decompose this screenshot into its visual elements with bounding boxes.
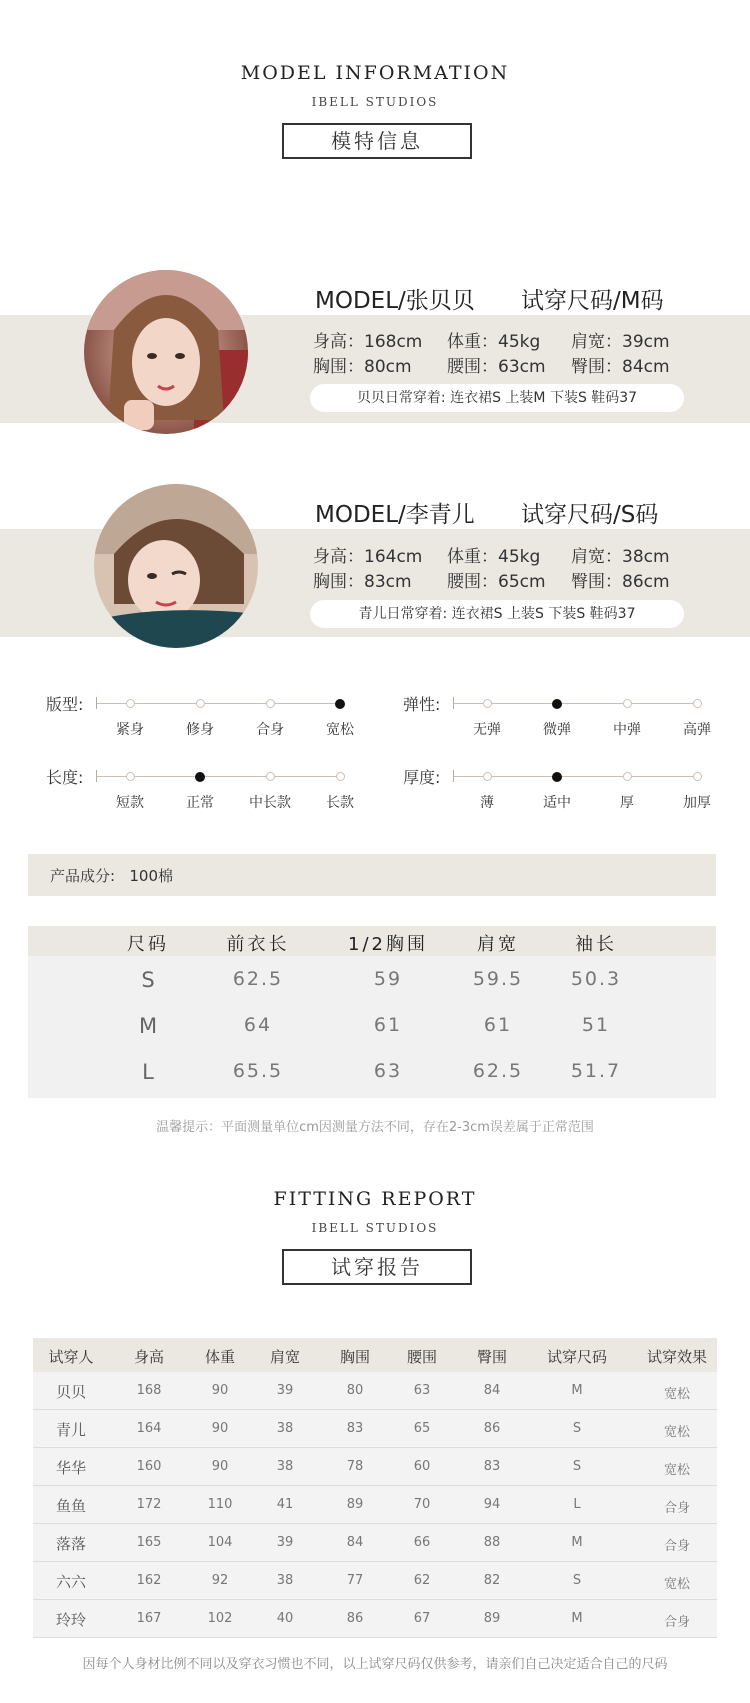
fitting-table-cell: 90 (211, 1383, 229, 1398)
fitting-table-cell: 63 (413, 1383, 431, 1398)
fitting-table-row (33, 1486, 717, 1524)
length-option-dot (266, 772, 275, 781)
size-row-l-shoulder: 62.5 (472, 1060, 524, 1082)
fitting-header-cell: 臀围 (476, 1348, 507, 1366)
fitting-header-cell: 试穿人 (48, 1348, 94, 1366)
thickness-option-label: 薄 (480, 795, 494, 811)
fitting-header-cell: 肩宽 (269, 1348, 300, 1366)
fit-type-option-label: 紧身 (116, 722, 144, 738)
fitting-table-row (33, 1448, 717, 1486)
fitting-table-cell: 60 (413, 1459, 431, 1474)
size-row-m-bust: 61 (373, 1014, 403, 1036)
model-2-size: 试穿尺码/S码 (521, 502, 659, 528)
fitting-table-cell: 六六 (55, 1573, 86, 1591)
fitting-table-cell: S (572, 1459, 582, 1474)
size-table (28, 926, 716, 1098)
fitting-table-cell: 78 (346, 1459, 364, 1474)
fitting-table-cell: 华华 (55, 1459, 86, 1477)
fitting-header-cell: 腰围 (406, 1348, 437, 1366)
fit-type-option-dot (266, 699, 275, 708)
fit-type-option-dot (335, 699, 345, 709)
fitting-section-subtitle: IBELL STUDIOS (311, 1221, 439, 1235)
fitting-table (33, 1338, 717, 1638)
row-divider (33, 1637, 717, 1638)
fitting-table-row (33, 1410, 717, 1448)
thickness-option-label: 适中 (543, 795, 571, 811)
size-header-length: 前衣长 (226, 934, 290, 955)
fitting-table-cell: 110 (207, 1497, 233, 1512)
elasticity-option-label: 微弹 (543, 722, 571, 738)
fitting-header-cell: 胸围 (339, 1348, 370, 1366)
model-2-waist: 腰围：65cm (447, 572, 546, 592)
model-1-height: 身高：168cm (313, 332, 423, 352)
fitting-table-cell: 83 (483, 1459, 501, 1474)
fitting-table-cell: 合身 (663, 1501, 690, 1516)
fitting-table-cell: 165 (136, 1535, 162, 1550)
thickness-option-label: 加厚 (683, 795, 711, 811)
thickness-option-dot (483, 772, 492, 781)
fitting-note: 因每个人身材比例不同以及穿衣习惯也不同，以上试穿尺码仅供参考，请亲们自己决定适合自己的尺码 (82, 1657, 668, 1672)
fitting-table-cell: M (571, 1383, 583, 1398)
length-option-dot (195, 772, 205, 782)
fitting-header-cell: 试穿尺码 (546, 1348, 607, 1366)
model-2-name: MODEL/李青儿 (315, 502, 475, 528)
size-note: 温馨提示：平面测量单位cm因测量方法不同，存在2-3cm误差属于正常范围 (156, 1120, 594, 1135)
fit-type-option-label: 修身 (186, 722, 214, 738)
fitting-table-cell: 84 (483, 1383, 501, 1398)
fitting-table-cell: M (571, 1611, 583, 1626)
fitting-table-cell: 77 (346, 1573, 364, 1588)
fitting-table-cell: 67 (413, 1611, 431, 1626)
size-header-sleeve: 袖长 (575, 934, 617, 955)
fitting-table-row (33, 1562, 717, 1600)
fit-type-label: 版型: (46, 695, 84, 714)
fitting-table-cell: 38 (276, 1421, 294, 1436)
fitting-table-cell: 宽松 (663, 1387, 690, 1402)
fitting-table-cell: 90 (211, 1421, 229, 1436)
elasticity-option-dot (623, 699, 632, 708)
size-row-l-name: L (142, 1060, 154, 1084)
fitting-table-row (33, 1524, 717, 1562)
fitting-header-cell: 试穿效果 (646, 1348, 707, 1366)
fitting-table-cell: 落落 (55, 1535, 86, 1553)
fitting-table-cell: 168 (136, 1383, 162, 1398)
fitting-table-cell: 玲玲 (55, 1611, 86, 1629)
model-section-title: MODEL INFORMATION (240, 62, 510, 84)
fitting-table-cell: 84 (346, 1535, 364, 1550)
size-header-bust: 1/2胸围 (348, 934, 428, 955)
size-row-s-shoulder: 59.5 (472, 968, 524, 990)
composition-text: 产品成分: 100棉 (50, 867, 173, 885)
elasticity-track-start (453, 697, 454, 709)
thickness-option-dot (693, 772, 702, 781)
fitting-table-cell: 162 (136, 1573, 162, 1588)
fitting-section-title: FITTING REPORT (273, 1188, 477, 1210)
fitting-table-cell: S (572, 1573, 582, 1588)
thickness-option-label: 厚 (620, 795, 634, 811)
model-2-height: 身高：164cm (313, 547, 423, 567)
fitting-header-cell: 身高 (133, 1348, 164, 1366)
elasticity-option-label: 高弹 (683, 722, 711, 738)
size-row-s-name: S (141, 968, 155, 992)
model-1-photo (84, 270, 248, 434)
size-row-m-name: M (138, 1014, 158, 1038)
fitting-table-cell: 160 (136, 1459, 162, 1474)
fitting-table-row (33, 1372, 717, 1410)
model-section-label: 模特信息 (282, 123, 472, 159)
model-2-daily-sizes: 青儿日常穿着: 连衣裙S 上装S 下装S 鞋码37 (310, 600, 684, 628)
fitting-table-cell: 89 (346, 1497, 364, 1512)
size-row-m-sleeve: 51 (581, 1014, 611, 1036)
thickness-track-start (453, 770, 454, 782)
length-label: 长度: (46, 768, 84, 787)
fitting-table-cell: 86 (346, 1611, 364, 1626)
fitting-table-cell: 88 (483, 1535, 501, 1550)
fitting-table-cell: 39 (276, 1535, 294, 1550)
model-1-shoulder: 肩宽：39cm (571, 332, 670, 352)
fitting-table-cell: 鱼鱼 (55, 1497, 86, 1515)
fitting-header-cell: 体重 (204, 1348, 235, 1366)
elasticity-option-dot (693, 699, 702, 708)
elasticity-option-dot (483, 699, 492, 708)
model-1-weight: 体重：45kg (447, 332, 541, 352)
fitting-table-cell: 宽松 (663, 1463, 690, 1478)
fit-type-option-dot (126, 699, 135, 708)
fitting-table-cell: 宽松 (663, 1425, 690, 1440)
thickness-label: 厚度: (403, 768, 441, 787)
size-row-l-length: 65.5 (232, 1060, 284, 1082)
size-row-l-bust: 63 (373, 1060, 403, 1082)
length-option-label: 正常 (186, 795, 214, 811)
elasticity-option-label: 中弹 (613, 722, 641, 738)
length-option-label: 中长款 (249, 795, 291, 811)
size-row-s-sleeve: 50.3 (570, 968, 622, 990)
fit-type-option-label: 宽松 (326, 722, 354, 738)
size-header-shoulder: 肩宽 (477, 934, 519, 955)
fitting-table-cell: 70 (413, 1497, 431, 1512)
fitting-table-cell: 39 (276, 1383, 294, 1398)
length-option-label: 长款 (326, 795, 354, 811)
fitting-table-cell: 65 (413, 1421, 431, 1436)
size-row-m-shoulder: 61 (483, 1014, 513, 1036)
model-1-name: MODEL/张贝贝 (315, 288, 475, 314)
fitting-table-cell: S (572, 1421, 582, 1436)
elasticity-label: 弹性: (403, 695, 441, 714)
fitting-table-cell: 164 (136, 1421, 162, 1436)
model-2-bust: 胸围：83cm (313, 572, 412, 592)
fitting-table-cell: 102 (207, 1611, 233, 1626)
length-option-dot (126, 772, 135, 781)
model-2-weight: 体重：45kg (447, 547, 541, 567)
thickness-option-dot (552, 772, 562, 782)
fitting-table-cell: 41 (276, 1497, 294, 1512)
model-2-hip: 臀围：86cm (571, 572, 670, 592)
fit-type-option-dot (196, 699, 205, 708)
size-row-m-length: 64 (243, 1014, 273, 1036)
size-header-size: 尺码 (127, 934, 169, 955)
fitting-table-cell: 贝贝 (55, 1383, 86, 1401)
fitting-table-cell: 38 (276, 1573, 294, 1588)
fitting-table-cell: 89 (483, 1611, 501, 1626)
model-1-waist: 腰围：63cm (447, 357, 546, 377)
fitting-table-cell: 38 (276, 1459, 294, 1474)
fitting-table-cell: L (573, 1497, 581, 1512)
fitting-table-cell: 82 (483, 1573, 501, 1588)
fitting-table-cell: 92 (211, 1573, 229, 1588)
fitting-table-cell: 宽松 (663, 1577, 690, 1592)
fitting-table-cell: 90 (211, 1459, 229, 1474)
model-1-size: 试穿尺码/M码 (521, 288, 664, 314)
fitting-table-cell: M (571, 1535, 583, 1550)
fitting-table-cell: 167 (136, 1611, 162, 1626)
fitting-table-cell: 合身 (663, 1539, 690, 1554)
length-track-start (96, 770, 97, 782)
fitting-table-cell: 66 (413, 1535, 431, 1550)
model-1-daily-sizes: 贝贝日常穿着: 连衣裙S 上装M 下装S 鞋码37 (310, 384, 684, 412)
fitting-table-cell: 172 (136, 1497, 162, 1512)
fit-type-option-label: 合身 (256, 722, 284, 738)
model-1-hip: 臀围：84cm (571, 357, 670, 377)
thickness-option-dot (623, 772, 632, 781)
elasticity-option-label: 无弹 (473, 722, 501, 738)
fitting-table-cell: 86 (483, 1421, 501, 1436)
fitting-table-cell: 合身 (663, 1615, 690, 1630)
fitting-table-cell: 83 (346, 1421, 364, 1436)
elasticity-option-dot (552, 699, 562, 709)
model-section-subtitle: IBELL STUDIOS (311, 95, 439, 109)
size-row-l-sleeve: 51.7 (570, 1060, 622, 1082)
model-2-photo (94, 484, 258, 648)
fitting-table-row (33, 1600, 717, 1638)
size-row-s-length: 62.5 (232, 968, 284, 990)
composition-bar (28, 854, 716, 896)
model-2-shoulder: 肩宽：38cm (571, 547, 670, 567)
fit-type-track-start (96, 697, 97, 709)
fitting-table-cell: 94 (483, 1497, 501, 1512)
length-option-label: 短款 (116, 795, 144, 811)
fitting-table-cell: 104 (207, 1535, 233, 1550)
fitting-table-cell: 62 (413, 1573, 431, 1588)
fitting-table-cell: 80 (346, 1383, 364, 1398)
model-1-bust: 胸围：80cm (313, 357, 412, 377)
size-row-s-bust: 59 (373, 968, 403, 990)
length-option-dot (336, 772, 345, 781)
fitting-table-cell: 青儿 (55, 1421, 86, 1439)
fitting-section-label: 试穿报告 (282, 1249, 472, 1285)
fitting-table-cell: 40 (276, 1611, 294, 1626)
